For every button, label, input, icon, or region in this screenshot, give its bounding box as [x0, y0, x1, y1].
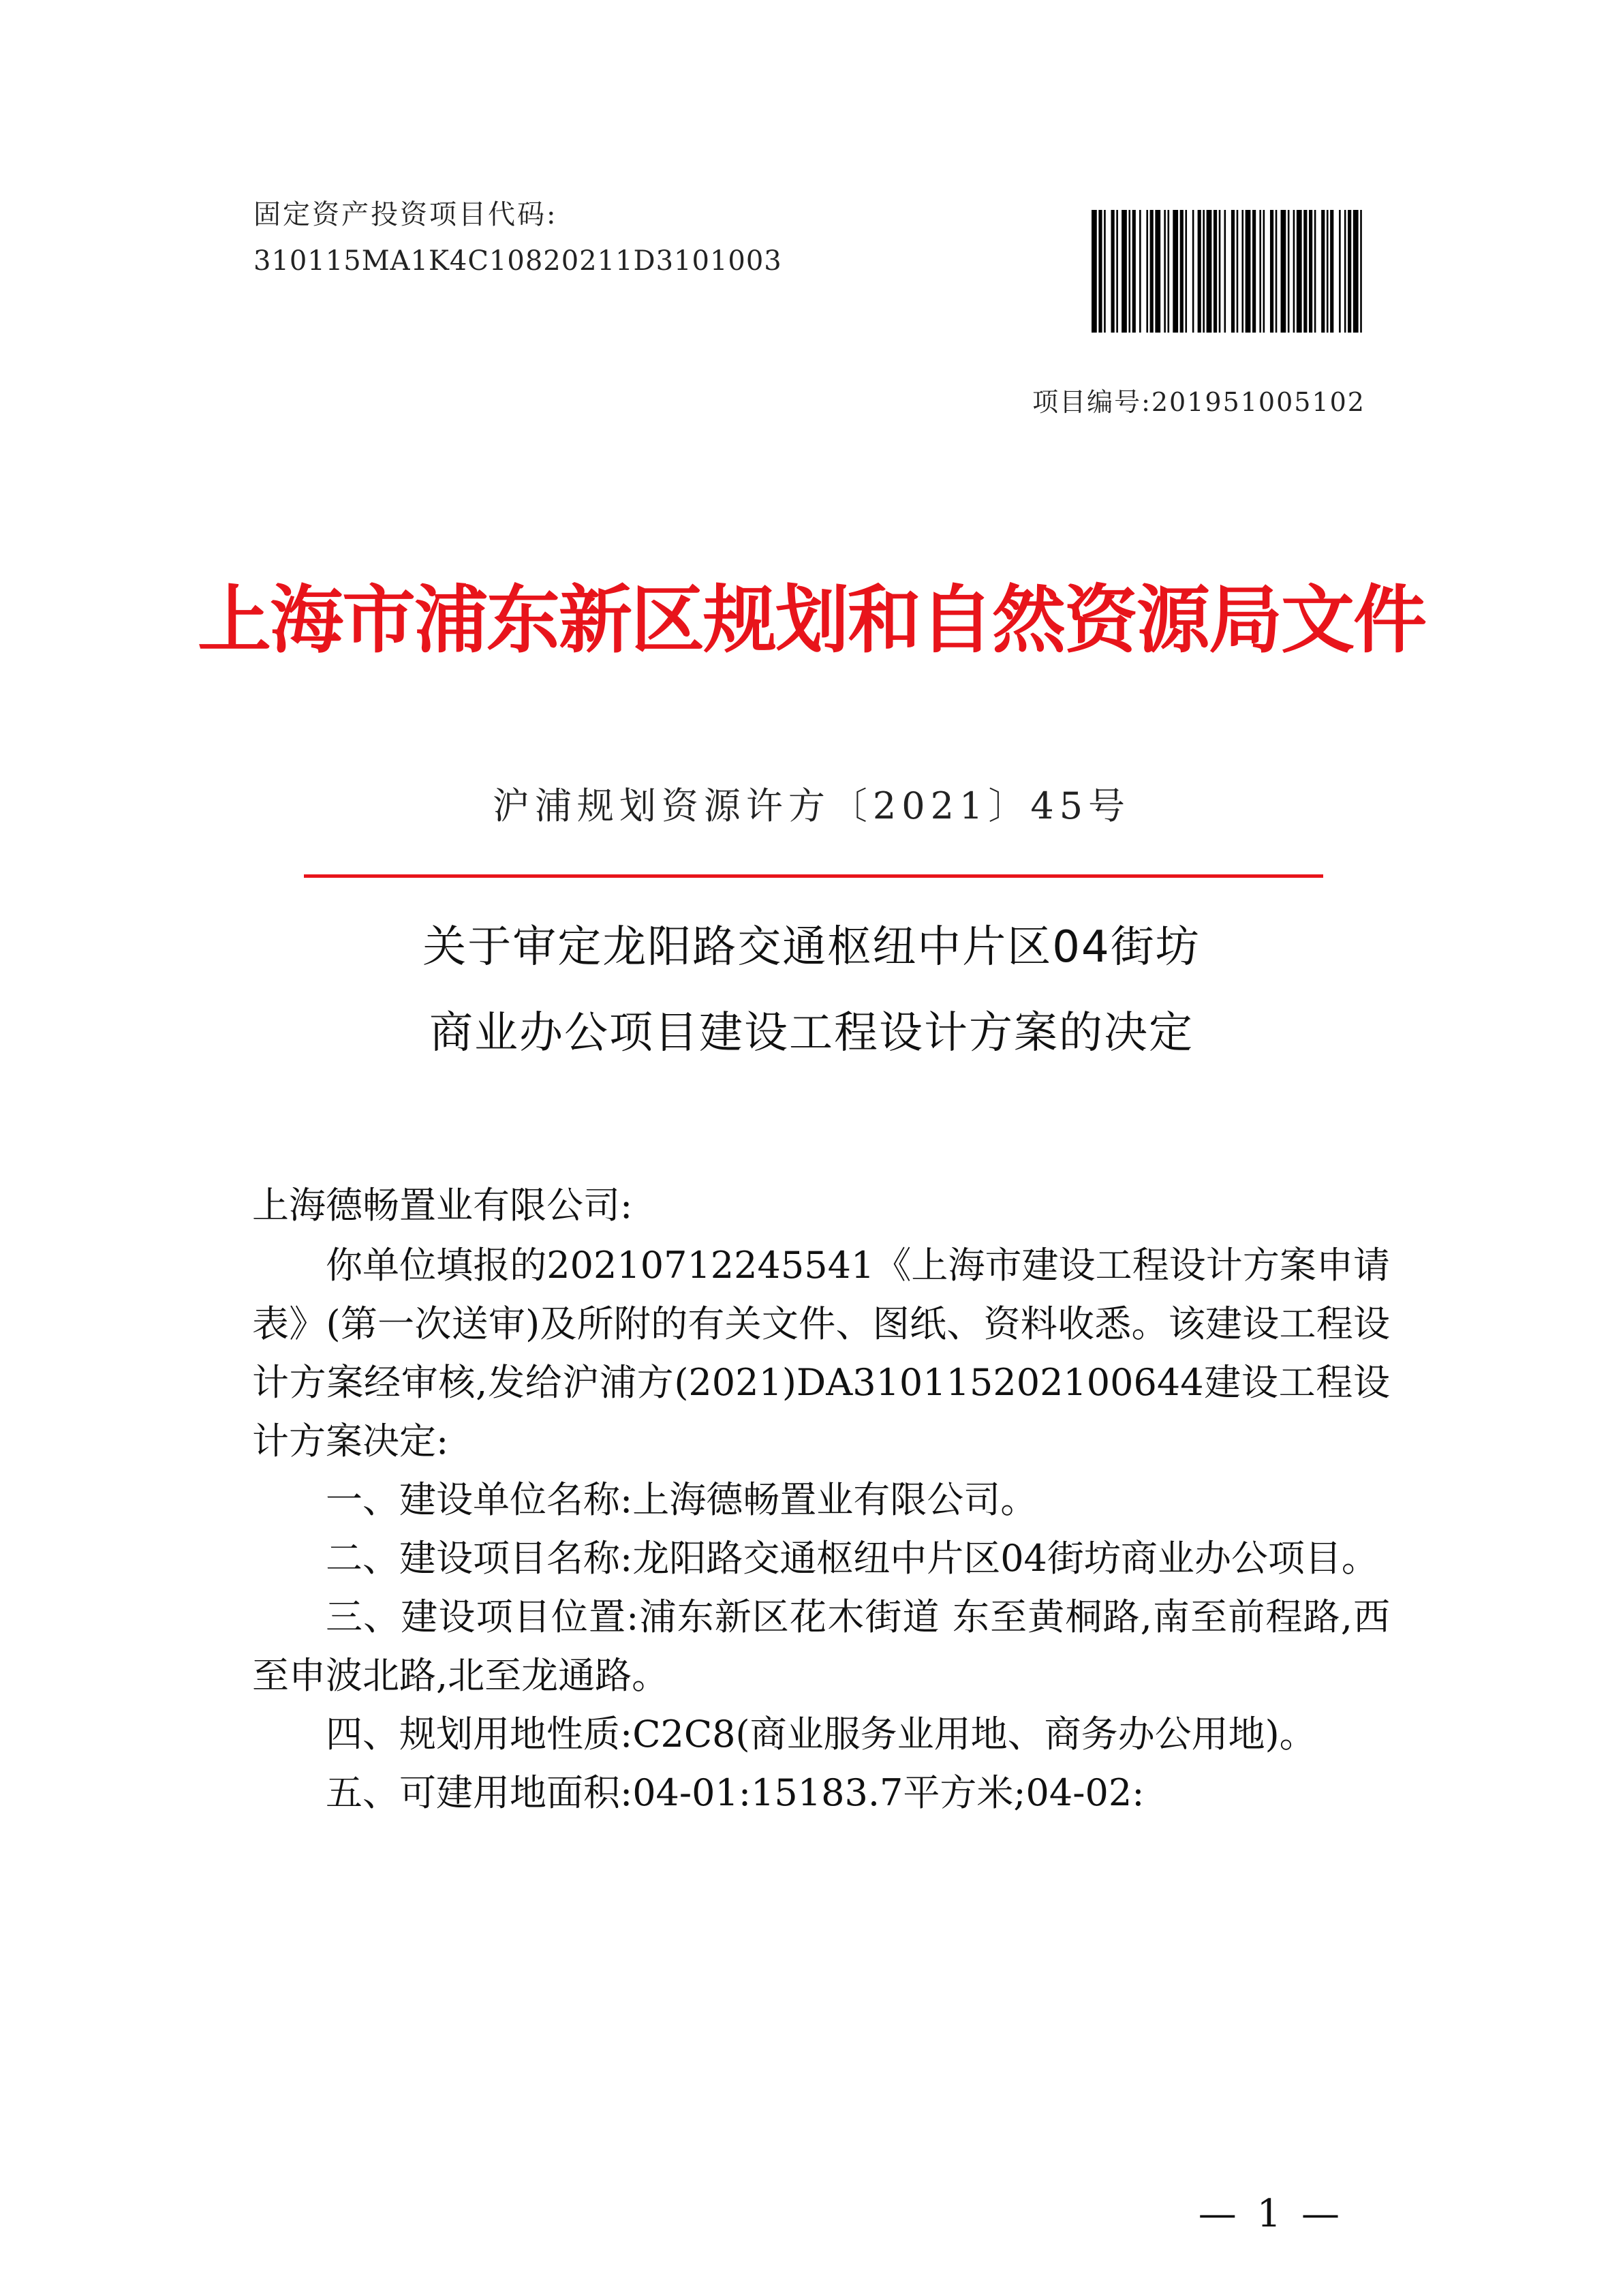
barcode-icon — [1092, 210, 1365, 333]
document-number: 沪浦规划资源许方〔2021〕45号 — [492, 784, 1131, 827]
body-paragraph-1: 一、建设单位名称:上海德畅置业有限公司。 — [326, 1478, 1038, 1521]
fixed-asset-code-label: 固定资产投资项目代码: — [253, 199, 558, 230]
fixed-asset-code: 310115MA1K4C10820211D3101003 — [253, 245, 782, 277]
body-paragraph-2: 二、建设项目名称:龙阳路交通枢纽中片区04街坊商业办公项目。 — [326, 1537, 1378, 1580]
body-paragraphs — [252, 1236, 1390, 1822]
document-title-line-2: 商业办公项目建设工程设计方案的决定 — [429, 1008, 1194, 1058]
body-paragraph-4: 四、规划用地性质:C2C8(商业服务业用地、商务办公用地)。 — [326, 1713, 1316, 1756]
body-paragraph-5: 五、可建用地面积:04-01:15183.7平方米;04-02: — [326, 1771, 1145, 1814]
body-paragraph-intro: 你单位填报的20210712245541《上海市建设工程设计方案申请表》(第一次送审)及所附的有关文件、图纸、资料收悉。该建设工程设计方案经审核,发给沪浦方(2021)DA310115202100644建设工程设计方案决定: — [252, 1244, 1390, 1463]
issuer-header: 上海市浦东新区规划和自然资源局文件 — [197, 578, 1425, 663]
page-number: — 1 — — [1198, 2192, 1344, 2236]
project-number: 项目编号:201951005102 — [1032, 387, 1365, 417]
red-divider-line — [304, 874, 1323, 878]
body-paragraph-3: 三、建设项目位置:浦东新区花木街道 东至黄桐路,南至前程路,西至申波北路,北至龙通路。 — [252, 1595, 1390, 1697]
document-title-line-1: 关于审定龙阳路交通枢纽中片区04街坊 — [422, 922, 1201, 973]
addressee: 上海德畅置业有限公司: — [252, 1184, 633, 1227]
